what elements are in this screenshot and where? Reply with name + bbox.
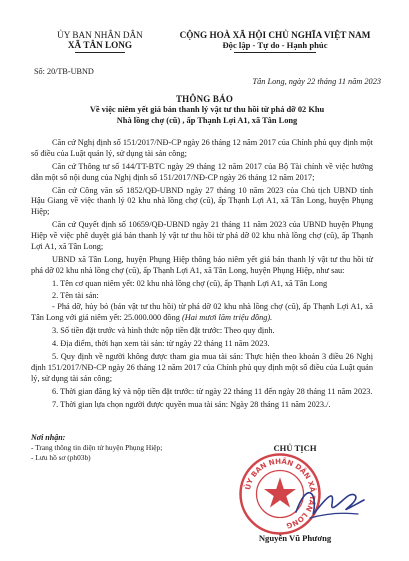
recipients-block [31,433,171,463]
authority-line2: XÃ TÂN LONG [67,40,133,50]
date-place: Tân Long, ngày 22 tháng 11 năm 2023 [252,77,381,86]
seal-text: ỦY BAN NHÂN DÂN XÃ TÂN LONG [243,456,318,531]
subject-line-1: Về việc niêm yết giá bán thanh lý vật tư thu hồi từ phá dỡ 02 Khu [89,105,325,114]
paragraph-legal-basis-3: Căn cứ Công văn số 1852/QĐ-UBND ngày 27 tháng 10 năm 2023 của Chủ tịch UBND tỉnh Hậu Giang về việc thanh lý 02 khu nhà lồng chợ (cũ), ấp Thạnh Lợi A1, xã Tân Long, huyện Phụng Hiệp; [31,185,373,217]
list-item-1: 1. Tên cơ quan niêm yết: 02 khu nhà lồng chợ (cũ), ấp Thạnh Lợi A1, xã Tân Long [52,278,328,288]
recipient-1: - Trang thông tin điện tử huyện Phụng Hiệp; [31,443,163,452]
paragraph-legal-basis-2: Căn cứ Thông tư số 144/TT-BTC ngày 29 tháng 12 năm 2017 của Bộ Tài chính về việc hướng dẫn một số nội dung của Nghị định số 151/2017/NĐ-CP ngày 26 tháng 12 năm 2017; [31,161,373,182]
document-title: THÔNG BÁO [175,94,234,104]
document-body [31,138,373,410]
list-item-4: 4. Địa điểm, thời hạn xem tài sản: từ ngày 22 tháng 11 năm 2023. [52,339,270,349]
paragraph-legal-basis-1: Căn cứ Nghị định số 151/2017/NĐ-CP ngày 26 tháng 12 năm 2017 của Chính phủ quy định một số điều của Luật quản lý, sử dụng tài sản công; [31,138,373,158]
national-heading [170,30,380,53]
list-item-2: 2. Tên tài sản: [52,291,99,301]
nation-name: CỘNG HOÀ XÃ HỘI CHỦ NGHĨA VIỆT NAM [179,30,371,40]
authority-underline [75,52,125,53]
document-subject [52,104,362,126]
handwritten-signature-icon [290,470,370,530]
list-item-7: 7. Thời gian lựa chọn người được quyền mua tài sản: Ngày 28 tháng 11 năm 2023./. [52,399,331,409]
motto-underline [234,52,316,53]
price-in-words: (Hai mươi lăm triệu đồng). [181,313,273,323]
recipients-label: Nơi nhận: [31,433,66,442]
subject-line-2: Nhà lồng chợ (cũ) , ấp Thạnh Lợi A1, xã Tân Long [116,116,298,125]
asset-detail-text: - Phá dỡ, hủy bỏ (bán vật tư thu hồi) từ phá dỡ 02 khu nhà lồng chợ (cũ), ấp Thạnh Lợi A1, xã Tân Long với giá niêm yết: 25.000.000 đồng [31,302,373,323]
list-item-2-detail [31,302,373,324]
list-item-5: 5. Quy định về người không được tham gia mua tài sản: Thực hiện theo khoản 3 điều 26 Nghị định 151/2017/NĐ-CP ngày 26 tháng 12 năm 2017 của Chính phủ quy định một số điều của Luật quản lý, sử dụng tài sản công; [31,352,373,383]
recipient-2: - Lưu hồ sơ (ph03b) [31,453,91,462]
document-number: Số: 20/TB-UBND [34,67,94,76]
issuing-authority [34,30,160,76]
national-motto: Độc lập - Tự do - Hạnh phúc [222,40,328,50]
paragraph-announcement: UBND xã Tân Long, huyện Phụng Hiệp thông báo niêm yết giá bán thanh lý vật tư thu hồi từ phá dỡ 02 khu nhà lồng chợ (cũ), ấp Thạnh Lợi A1, xã Tân Long, huyện Phụng Hiệp, như sau: [31,254,373,275]
signer-name: Nguyễn Vũ Phương [258,533,332,543]
list-item-6: 6. Thời gian đăng ký và nộp tiền đặt trước: từ ngày 22 tháng 11 đến ngày 28 tháng 11 năm 2023. [52,386,373,396]
authority-line1: ỦY BAN NHÂN DÂN [57,30,143,40]
signer-position: CHỦ TỊCH [273,443,317,453]
list-item-3: 3. Số tiền đặt trước và hình thức nộp tiền đặt trước: Theo quy định. [52,326,275,336]
paragraph-legal-basis-4: Căn cứ Quyết định số 10659/QĐ-UBND ngày 21 tháng 11 năm 2023 của UBND huyện Phụng Hiệp về việc phê duyệt giá bán thanh lý vật tư thu hồi từ phá dỡ 02 khu nhà lồng chợ (cũ), ấp Thạnh Lợi A1, xã Tân Long; [31,220,373,251]
